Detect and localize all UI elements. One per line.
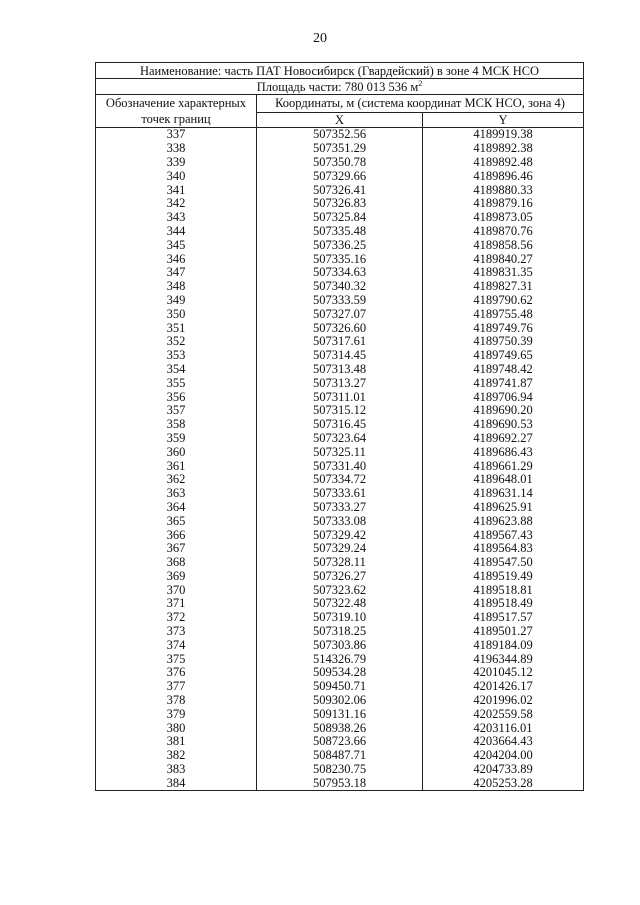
y-coordinate: 4205253.28	[423, 776, 584, 790]
table-row	[96, 763, 584, 777]
y-coordinate: 4189519.49	[423, 570, 584, 584]
x-coordinate: 508230.75	[257, 763, 423, 777]
x-coordinate: 509302.06	[257, 694, 423, 708]
x-coordinate: 514326.79	[257, 652, 423, 666]
point-number: 382	[96, 749, 257, 763]
table-row	[96, 266, 584, 280]
y-coordinate: 4189827.31	[423, 280, 584, 294]
table-row	[96, 514, 584, 528]
y-coordinate: 4189661.29	[423, 459, 584, 473]
table-row	[96, 349, 584, 363]
point-number: 363	[96, 487, 257, 501]
table-row	[96, 459, 584, 473]
table-row	[96, 694, 584, 708]
x-coordinate: 509450.71	[257, 680, 423, 694]
x-coordinate: 507333.59	[257, 294, 423, 308]
y-coordinate: 4189518.81	[423, 583, 584, 597]
point-number: 381	[96, 735, 257, 749]
x-coordinate: 507315.12	[257, 404, 423, 418]
table-row	[96, 335, 584, 349]
table-row	[96, 321, 584, 335]
point-number: 364	[96, 501, 257, 515]
x-coordinate: 507311.01	[257, 390, 423, 404]
y-coordinate: 4189749.76	[423, 321, 584, 335]
point-number: 358	[96, 418, 257, 432]
y-coordinate: 4189631.14	[423, 487, 584, 501]
y-coordinate: 4189919.38	[423, 128, 584, 142]
x-coordinate: 507325.84	[257, 211, 423, 225]
x-coordinate: 507326.27	[257, 570, 423, 584]
point-number: 339	[96, 156, 257, 170]
x-coordinate: 507333.08	[257, 514, 423, 528]
x-coordinate: 507318.25	[257, 625, 423, 639]
x-coordinate: 507329.24	[257, 542, 423, 556]
x-coordinate: 507314.45	[257, 349, 423, 363]
table-row	[96, 183, 584, 197]
y-coordinate: 4189755.48	[423, 307, 584, 321]
point-number: 368	[96, 556, 257, 570]
point-number: 347	[96, 266, 257, 280]
area-label: Площадь части: 780 013 536 м	[256, 79, 419, 94]
table-row	[96, 597, 584, 611]
y-coordinate: 4189858.56	[423, 238, 584, 252]
x-coordinate: 507323.62	[257, 583, 423, 597]
point-number: 376	[96, 666, 257, 680]
point-number: 366	[96, 528, 257, 542]
y-coordinate: 4189547.50	[423, 556, 584, 570]
y-coordinate: 4189690.20	[423, 404, 584, 418]
point-number: 378	[96, 694, 257, 708]
x-coordinate: 507323.64	[257, 432, 423, 446]
point-column-header: Обозначение характерных точек границ	[96, 95, 257, 128]
table-row	[96, 487, 584, 501]
x-coordinate: 509534.28	[257, 666, 423, 680]
x-coordinate: 507336.25	[257, 238, 423, 252]
table-row	[96, 625, 584, 639]
x-coordinate: 507313.48	[257, 363, 423, 377]
point-number: 355	[96, 376, 257, 390]
x-coordinate: 507316.45	[257, 418, 423, 432]
table-row	[96, 404, 584, 418]
table-row	[96, 542, 584, 556]
point-number: 383	[96, 763, 257, 777]
point-number: 384	[96, 776, 257, 790]
y-coordinate: 4189879.16	[423, 197, 584, 211]
x-coordinate: 507350.78	[257, 156, 423, 170]
point-number: 375	[96, 652, 257, 666]
x-coordinate: 507331.40	[257, 459, 423, 473]
y-coordinate: 4189892.38	[423, 142, 584, 156]
y-coordinate: 4189686.43	[423, 445, 584, 459]
table-row	[96, 418, 584, 432]
point-number: 341	[96, 183, 257, 197]
y-coordinate: 4189870.76	[423, 225, 584, 239]
table-row	[96, 528, 584, 542]
x-coordinate: 507352.56	[257, 128, 423, 142]
table-row	[96, 211, 584, 225]
y-coordinate: 4201426.17	[423, 680, 584, 694]
table-row	[96, 363, 584, 377]
x-coordinate: 507326.41	[257, 183, 423, 197]
table-title: Наименование: часть ПАТ Новосибирск (Гвардейский) в зоне 4 МСК НСО	[96, 63, 584, 79]
coordinates-table	[95, 62, 584, 791]
point-number: 357	[96, 404, 257, 418]
point-number: 370	[96, 583, 257, 597]
table-row	[96, 376, 584, 390]
y-coordinate: 4196344.89	[423, 652, 584, 666]
table-row	[96, 280, 584, 294]
table-row	[96, 501, 584, 515]
y-coordinate: 4189840.27	[423, 252, 584, 266]
x-coordinate: 507329.42	[257, 528, 423, 542]
point-number: 359	[96, 432, 257, 446]
point-number: 380	[96, 721, 257, 735]
y-coordinate: 4189184.09	[423, 638, 584, 652]
y-coordinate: 4189706.94	[423, 390, 584, 404]
y-coordinate: 4203116.01	[423, 721, 584, 735]
point-number: 377	[96, 680, 257, 694]
y-coordinate: 4203664.43	[423, 735, 584, 749]
area-unit-power: 2	[418, 78, 423, 88]
point-number: 337	[96, 128, 257, 142]
table-row	[96, 707, 584, 721]
y-coordinate: 4204204.00	[423, 749, 584, 763]
x-coordinate: 507333.61	[257, 487, 423, 501]
x-coordinate: 507326.83	[257, 197, 423, 211]
y-coordinate: 4189690.53	[423, 418, 584, 432]
point-number: 345	[96, 238, 257, 252]
table-row	[96, 252, 584, 266]
x-coordinate: 507334.72	[257, 473, 423, 487]
table-row	[96, 307, 584, 321]
point-number: 374	[96, 638, 257, 652]
y-coordinate: 4189892.48	[423, 156, 584, 170]
x-coordinate: 507326.60	[257, 321, 423, 335]
table-row	[96, 197, 584, 211]
y-coordinate: 4204733.89	[423, 763, 584, 777]
y-coordinate: 4189623.88	[423, 514, 584, 528]
page-number: 20	[313, 31, 327, 46]
y-coordinate: 4201996.02	[423, 694, 584, 708]
x-column-header: X	[257, 112, 423, 127]
x-coordinate: 508487.71	[257, 749, 423, 763]
x-coordinate: 507351.29	[257, 142, 423, 156]
table-row	[96, 169, 584, 183]
y-coordinate: 4189748.42	[423, 363, 584, 377]
point-number: 369	[96, 570, 257, 584]
x-coordinate: 507303.86	[257, 638, 423, 652]
point-number: 371	[96, 597, 257, 611]
y-coordinate: 4189831.35	[423, 266, 584, 280]
table-row	[96, 432, 584, 446]
y-coordinate: 4202559.58	[423, 707, 584, 721]
table-row	[96, 776, 584, 790]
point-number: 343	[96, 211, 257, 225]
y-coordinate: 4189896.46	[423, 169, 584, 183]
x-coordinate: 507340.32	[257, 280, 423, 294]
point-number: 348	[96, 280, 257, 294]
table-row	[96, 570, 584, 584]
x-coordinate: 507328.11	[257, 556, 423, 570]
x-coordinate: 507317.61	[257, 335, 423, 349]
point-number: 365	[96, 514, 257, 528]
x-coordinate: 508723.66	[257, 735, 423, 749]
table-row	[96, 721, 584, 735]
coordinates-header: Координаты, м (система координат МСК НСО, зона 4)	[257, 95, 584, 113]
x-coordinate: 507327.07	[257, 307, 423, 321]
y-column-header: Y	[423, 112, 584, 127]
table-row	[96, 583, 584, 597]
table-row	[96, 156, 584, 170]
x-coordinate: 507333.27	[257, 501, 423, 515]
area-row	[96, 79, 584, 95]
x-coordinate: 507335.48	[257, 225, 423, 239]
point-number: 352	[96, 335, 257, 349]
table-row	[96, 735, 584, 749]
x-coordinate: 507325.11	[257, 445, 423, 459]
table-row	[96, 142, 584, 156]
y-coordinate: 4189518.49	[423, 597, 584, 611]
point-number: 342	[96, 197, 257, 211]
x-coordinate: 508938.26	[257, 721, 423, 735]
table-row	[96, 445, 584, 459]
y-coordinate: 4189873.05	[423, 211, 584, 225]
y-coordinate: 4189517.57	[423, 611, 584, 625]
x-coordinate: 507953.18	[257, 776, 423, 790]
point-number: 353	[96, 349, 257, 363]
x-coordinate: 507319.10	[257, 611, 423, 625]
table-row	[96, 390, 584, 404]
y-coordinate: 4189741.87	[423, 376, 584, 390]
y-coordinate: 4189648.01	[423, 473, 584, 487]
table-row	[96, 473, 584, 487]
table-row	[96, 652, 584, 666]
x-coordinate: 509131.16	[257, 707, 423, 721]
table-row	[96, 128, 584, 142]
point-number: 360	[96, 445, 257, 459]
y-coordinate: 4189564.83	[423, 542, 584, 556]
point-number: 344	[96, 225, 257, 239]
table-row	[96, 556, 584, 570]
table-row	[96, 294, 584, 308]
x-coordinate: 507335.16	[257, 252, 423, 266]
x-coordinate: 507322.48	[257, 597, 423, 611]
point-number: 338	[96, 142, 257, 156]
table-row	[96, 225, 584, 239]
y-coordinate: 4189749.65	[423, 349, 584, 363]
table-row	[96, 238, 584, 252]
y-coordinate: 4189750.39	[423, 335, 584, 349]
y-coordinate: 4201045.12	[423, 666, 584, 680]
x-coordinate: 507329.66	[257, 169, 423, 183]
point-number: 361	[96, 459, 257, 473]
point-number: 354	[96, 363, 257, 377]
y-coordinate: 4189692.27	[423, 432, 584, 446]
point-number: 340	[96, 169, 257, 183]
table-row	[96, 680, 584, 694]
table-row	[96, 749, 584, 763]
table-row	[96, 611, 584, 625]
table-row	[96, 638, 584, 652]
y-coordinate: 4189567.43	[423, 528, 584, 542]
point-number: 349	[96, 294, 257, 308]
y-coordinate: 4189790.62	[423, 294, 584, 308]
x-coordinate: 507313.27	[257, 376, 423, 390]
y-coordinate: 4189880.33	[423, 183, 584, 197]
x-coordinate: 507334.63	[257, 266, 423, 280]
y-coordinate: 4189501.27	[423, 625, 584, 639]
point-number: 373	[96, 625, 257, 639]
point-number: 356	[96, 390, 257, 404]
point-number: 372	[96, 611, 257, 625]
point-number: 351	[96, 321, 257, 335]
point-number: 346	[96, 252, 257, 266]
table-row	[96, 666, 584, 680]
point-number: 367	[96, 542, 257, 556]
point-number: 350	[96, 307, 257, 321]
point-number: 379	[96, 707, 257, 721]
point-number: 362	[96, 473, 257, 487]
table-body	[96, 128, 584, 791]
y-coordinate: 4189625.91	[423, 501, 584, 515]
